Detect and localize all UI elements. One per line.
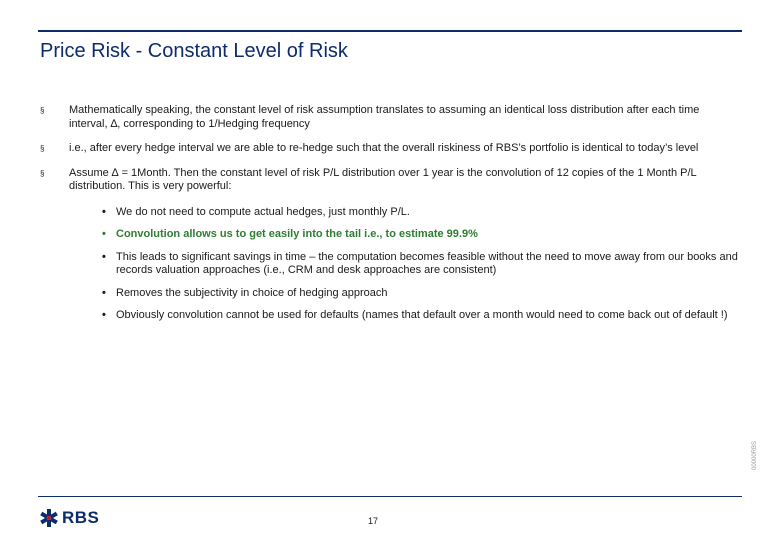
sub-bullet-marker: • xyxy=(102,228,106,240)
bullet-item xyxy=(40,142,740,156)
bullet-marker: § xyxy=(40,144,45,153)
sub-bullet-text: Convolution allows us to get easily into the tail i.e., to estimate 99.9% xyxy=(116,228,478,240)
sub-bullet-item xyxy=(102,287,740,301)
side-reference-code: 00000RBS xyxy=(752,440,758,470)
header-rule xyxy=(38,30,742,32)
logo-text: RBS xyxy=(62,508,100,527)
sub-bullet-item xyxy=(102,251,740,278)
rbs-logo xyxy=(40,508,99,528)
sub-bullet-marker: • xyxy=(102,205,106,218)
bullet-item xyxy=(40,104,740,131)
slide-content xyxy=(40,104,740,332)
sub-bullet-item xyxy=(102,309,740,323)
sub-bullet-text: Obviously convolution cannot be used for defaults (names that default over a month would need to come back out of default !) xyxy=(116,309,728,321)
sub-bullet-list xyxy=(102,206,740,323)
sub-bullet-text: Removes the subjectivity in choice of hedging approach xyxy=(116,286,388,299)
page-number: 17 xyxy=(368,516,379,526)
sub-bullet-item xyxy=(102,206,740,220)
bullet-text: i.e., after every hedge interval we are able to re-hedge such that the overall riskiness of RBS’s portfolio is identical to today’s level xyxy=(69,142,699,154)
sub-bullet-marker: • xyxy=(102,286,106,299)
bullet-marker: § xyxy=(40,168,45,178)
sub-bullet-marker: • xyxy=(102,309,106,321)
sub-bullet-item-highlight xyxy=(102,228,740,242)
sub-bullet-text: This leads to significant savings in time – the computation becomes feasible without the need to move away from our books and records valuation approaches (i.e., CRM and desk approaches are consistent) xyxy=(116,250,738,276)
bullet-text: Assume ∆ = 1Month. Then the constant level of risk P/L distribution over 1 year is the convolution of 12 copies of the 1 Month P/L distribution. This is very powerful: xyxy=(69,166,697,192)
bullet-item xyxy=(40,167,740,194)
rbs-daisy-logo-icon xyxy=(40,509,58,527)
sub-bullet-marker: • xyxy=(102,250,106,263)
page-title: Price Risk - Constant Level of Risk xyxy=(40,40,348,62)
footer-rule xyxy=(38,496,742,497)
bullet-text: Mathematically speaking, the constant level of risk assumption translates to assuming an identical loss distribution after each time interval, ∆, corresponding to 1/Hedging frequency xyxy=(69,104,700,130)
sub-bullet-text: We do not need to compute actual hedges, just monthly P/L. xyxy=(116,205,410,218)
bullet-marker: § xyxy=(40,106,45,115)
